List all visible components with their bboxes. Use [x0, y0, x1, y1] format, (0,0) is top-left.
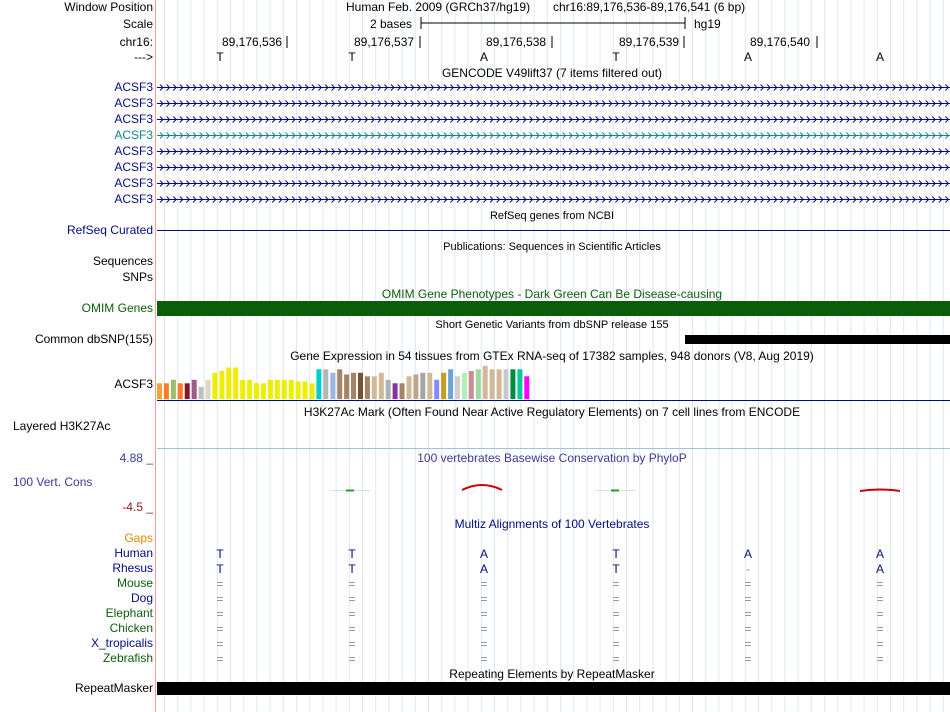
gtex-bar — [247, 380, 252, 399]
multiz-base: A — [875, 547, 885, 561]
gtex-bar — [199, 387, 204, 399]
multiz-base: = — [216, 622, 224, 636]
dbsnp-title[interactable]: Short Genetic Variants from dbSNP release 155 — [435, 319, 669, 331]
gtex-bar — [316, 369, 321, 399]
gtex-bar — [427, 373, 432, 399]
gtex-bar — [323, 369, 328, 399]
multiz-base: T — [348, 562, 356, 576]
gtex-bar — [268, 380, 273, 399]
repeatmasker-bar — [157, 682, 950, 695]
h3k27ac-title[interactable]: H3K27Ac Mark (Often Found Near Active Regulatory Elements) on 7 cell lines from ENCODE — [303, 405, 801, 419]
repeatmasker-title[interactable]: Repeating Elements by RepeatMasker — [449, 667, 655, 681]
multiz-base: = — [876, 622, 884, 636]
multiz-base: = — [348, 607, 356, 621]
gtex-bar — [413, 375, 418, 400]
gtex-bar — [386, 380, 391, 399]
gencode-item-2[interactable]: ACSF3 — [114, 96, 153, 110]
multiz-base: = — [216, 637, 224, 651]
gencode-item-3[interactable]: ACSF3 — [114, 112, 153, 126]
gencode-item-6[interactable]: ACSF3 — [114, 160, 153, 174]
multiz-base: = — [480, 622, 488, 636]
multiz-species-zebrafish[interactable]: Zebrafish — [102, 651, 153, 665]
multiz-base: = — [612, 637, 620, 651]
gtex-bar — [178, 383, 183, 399]
gencode-gene-line — [157, 165, 950, 171]
gtex-bar — [344, 375, 349, 400]
gtex-bar — [393, 383, 398, 399]
gtex-bar — [510, 369, 515, 399]
gtex-bar — [455, 376, 460, 399]
gtex-bar — [192, 380, 197, 399]
gtex-label[interactable]: ACSF3 — [114, 377, 153, 391]
gtex-bar — [372, 376, 377, 399]
gencode-item-1[interactable]: ACSF3 — [114, 80, 153, 94]
gtex-bar — [420, 373, 425, 399]
gtex-bar — [462, 373, 467, 399]
multiz-base: = — [480, 652, 488, 666]
scale-db: hg19 — [694, 17, 721, 31]
gtex-bar — [504, 369, 509, 399]
multiz-base: = — [348, 592, 356, 606]
gtex-bar — [441, 373, 446, 399]
gtex-bar — [400, 383, 405, 399]
gtex-bar — [358, 373, 363, 399]
multiz-base: = — [612, 652, 620, 666]
phylop-min-label: -4.5 _ — [122, 500, 153, 514]
multiz-base: = — [744, 652, 752, 666]
gtex-bar — [206, 380, 211, 399]
gtex-bar — [524, 376, 529, 399]
multiz-species-gaps[interactable]: Gaps — [124, 531, 153, 545]
h3k27ac-label[interactable]: Layered H3K27Ac — [13, 419, 111, 433]
gtex-bar — [157, 383, 162, 399]
base-1: T — [216, 50, 224, 64]
publications-snps-label[interactable]: SNPs — [122, 270, 153, 284]
gtex-bar — [254, 383, 259, 399]
gtex-bar — [330, 373, 335, 399]
coord-1: 89,176,536 — [222, 35, 283, 49]
omim-title[interactable]: OMIM Gene Phenotypes - Dark Green Can Be Disease-causing — [381, 287, 723, 301]
gencode-gene-line — [157, 133, 950, 139]
gtex-bar — [261, 383, 266, 399]
gtex-title[interactable]: Gene Expression in 54 tissues from GTEx RNA-seq of 17382 samples, 948 donors (V8, Aug 2019) — [290, 349, 814, 363]
gtex-bar — [351, 373, 356, 399]
multiz-base: = — [216, 577, 224, 591]
multiz-base: = — [612, 607, 620, 621]
gtex-bar — [497, 369, 502, 399]
gtex-bar — [233, 368, 238, 400]
multiz-base: = — [348, 622, 356, 636]
multiz-base: A — [479, 562, 489, 576]
multiz-base: A — [743, 547, 753, 561]
multiz-base: = — [348, 637, 356, 651]
gtex-bar — [448, 369, 453, 399]
gtex-bar — [469, 371, 474, 399]
gtex-bar — [310, 383, 315, 399]
omim-label[interactable]: OMIM Genes — [81, 301, 153, 315]
multiz-base: = — [744, 622, 752, 636]
multiz-base: = — [744, 607, 752, 621]
multiz-base: = — [876, 652, 884, 666]
gtex-bar — [490, 369, 495, 399]
gtex-bar — [379, 373, 384, 399]
multiz-base: T — [348, 547, 356, 561]
base-2: T — [348, 50, 356, 64]
coord-4: 89,176,539 — [619, 35, 680, 49]
multiz-base: = — [744, 592, 752, 606]
position-text: chr16:89,176,536-89,176,541 (6 bp) — [553, 0, 746, 14]
gencode-gene-line — [157, 117, 950, 123]
gtex-bar — [219, 371, 224, 399]
publications-title[interactable]: Publications: Sequences in Scientific Articles — [443, 241, 661, 253]
coord-2: 89,176,537 — [354, 35, 415, 49]
base-5: A — [743, 50, 753, 64]
gtex-bar — [337, 369, 342, 399]
multiz-base: = — [216, 607, 224, 621]
multiz-base: A — [875, 562, 885, 576]
multiz-base: = — [480, 592, 488, 606]
gtex-bar — [185, 383, 190, 399]
chrom-label: chr16: — [119, 35, 153, 49]
gtex-bar — [275, 380, 280, 399]
multiz-base: - — [746, 562, 750, 576]
gtex-bar — [164, 383, 169, 399]
omim-bar — [157, 301, 950, 316]
gencode-gene-line — [157, 181, 950, 187]
multiz-base: = — [612, 622, 620, 636]
dbsnp-bar — [685, 335, 950, 344]
refseq-label[interactable]: RefSeq Curated — [66, 223, 153, 237]
multiz-species-mouse[interactable]: Mouse — [116, 576, 153, 590]
gencode-gene-line — [157, 101, 950, 107]
gencode-gene-line — [157, 197, 950, 203]
gtex-bar — [212, 373, 217, 399]
gencode-item-8[interactable]: ACSF3 — [114, 192, 153, 206]
multiz-base: = — [480, 607, 488, 621]
multiz-species-x_tropicalis[interactable]: X_tropicalis — [90, 636, 153, 650]
refseq-title[interactable]: RefSeq genes from NCBI — [489, 210, 615, 222]
gtex-bars — [157, 366, 529, 399]
multiz-title[interactable]: Multiz Alignments of 100 Vertebrates — [454, 517, 650, 531]
multiz-base: = — [480, 637, 488, 651]
gtex-bar — [476, 369, 481, 399]
gtex-bar — [365, 376, 370, 399]
strand-label: ---> — [134, 50, 153, 64]
multiz-base: = — [744, 577, 752, 591]
multiz-base: = — [348, 577, 356, 591]
multiz-base: T — [216, 547, 224, 561]
multiz-base: = — [612, 592, 620, 606]
multiz-species-dog[interactable]: Dog — [130, 591, 153, 605]
scale-text: 2 bases — [370, 17, 413, 31]
multiz-base: = — [216, 592, 224, 606]
multiz-base: = — [876, 607, 884, 621]
phylop-label[interactable]: 100 Vert. Cons — [13, 475, 93, 489]
dbsnp-label[interactable]: Common dbSNP(155) — [34, 332, 153, 346]
gtex-bar — [483, 366, 488, 399]
window-position-label: Window Position — [64, 0, 153, 14]
multiz-base: = — [216, 652, 224, 666]
gtex-bar — [303, 382, 308, 400]
multiz-base: T — [612, 547, 620, 561]
assembly-text: Human Feb. 2009 (GRCh37/hg19) — [346, 0, 531, 14]
scale-bar — [421, 17, 685, 29]
multiz-base: T — [612, 562, 620, 576]
multiz-base: = — [744, 637, 752, 651]
gtex-bar — [434, 380, 439, 399]
gencode-item-4[interactable]: ACSF3 — [114, 128, 153, 142]
multiz-base: = — [480, 577, 488, 591]
multiz-base: = — [876, 592, 884, 606]
multiz-species-chicken[interactable]: Chicken — [109, 621, 153, 635]
phylop-title[interactable]: 100 vertebrates Basewise Conservation by PhyloP — [417, 451, 687, 465]
multiz-base: = — [348, 652, 356, 666]
gencode-title[interactable]: GENCODE V49lift37 (7 items filtered out) — [441, 66, 663, 80]
scale-label: Scale — [122, 17, 153, 31]
multiz-base: = — [876, 577, 884, 591]
coord-5: 89,176,540 — [750, 35, 811, 49]
coord-3: 89,176,538 — [486, 35, 547, 49]
multiz-species-rhesus[interactable]: Rhesus — [112, 561, 153, 575]
base-6: A — [875, 50, 885, 64]
gencode-gene-line — [157, 85, 950, 91]
repeatmasker-label[interactable]: RepeatMasker — [74, 681, 153, 695]
multiz-base: = — [876, 637, 884, 651]
gtex-bar — [226, 368, 231, 400]
gencode-item-7[interactable]: ACSF3 — [114, 176, 153, 190]
gtex-bar — [517, 369, 522, 399]
gtex-bar — [289, 380, 294, 399]
multiz-species-human[interactable]: Human — [114, 546, 153, 560]
gtex-bar — [282, 380, 287, 399]
gencode-item-5[interactable]: ACSF3 — [114, 144, 153, 158]
gtex-bar — [296, 382, 301, 400]
gtex-bar — [407, 376, 412, 399]
phylop-max-label: 4.88 _ — [119, 451, 153, 465]
gencode-gene-lines — [157, 85, 950, 203]
multiz-species-elephant[interactable]: Elephant — [105, 606, 153, 620]
multiz-base: = — [612, 577, 620, 591]
multiz-base: A — [479, 547, 489, 561]
base-4: T — [612, 50, 620, 64]
gtex-bar — [171, 380, 176, 399]
multiz-base: T — [216, 562, 224, 576]
gtex-bar — [240, 380, 245, 399]
base-3: A — [479, 50, 489, 64]
publications-sequences-label[interactable]: Sequences — [92, 254, 153, 268]
gencode-gene-line — [157, 149, 950, 155]
